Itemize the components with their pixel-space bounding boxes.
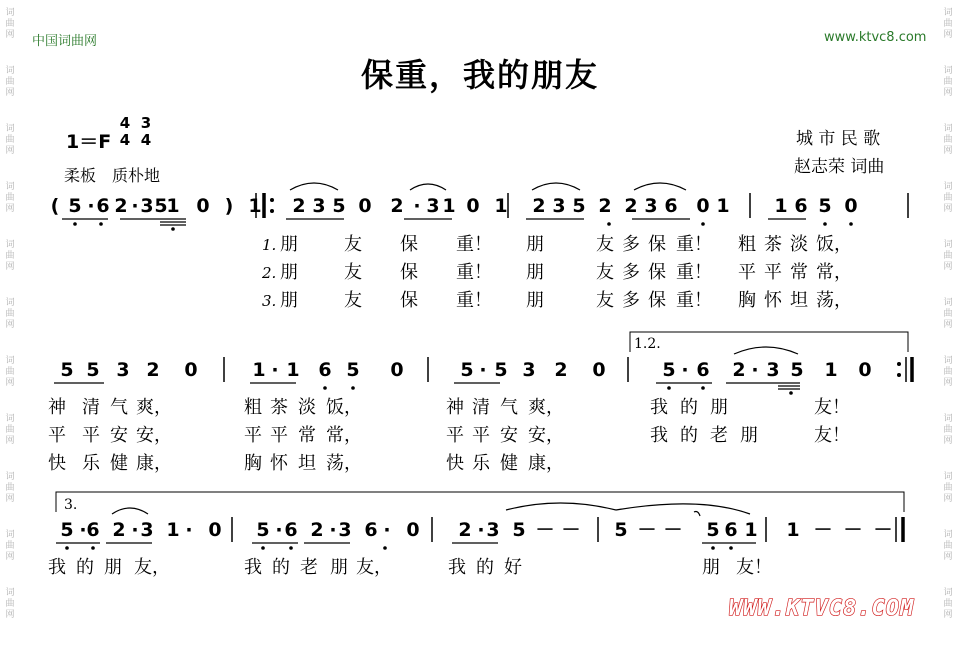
jianpu-note: 1 bbox=[786, 519, 800, 541]
meter-2-top: 3 bbox=[140, 114, 152, 132]
lyric-verse-2: 平 bbox=[270, 425, 288, 446]
lyric-verse-2: 重！ bbox=[676, 262, 712, 283]
jianpu-note: 6 bbox=[696, 359, 710, 381]
lyric: 我 bbox=[244, 557, 262, 578]
lyric-verse-1: 保 bbox=[648, 234, 666, 255]
watermark-text: 词曲网 bbox=[943, 66, 953, 98]
jianpu-note: 5 bbox=[614, 519, 628, 541]
jianpu-note: 0 bbox=[844, 195, 858, 217]
jianpu-note: ( bbox=[50, 195, 60, 217]
lyric-verse-2: 多 bbox=[622, 262, 640, 283]
jianpu-note: 1 bbox=[166, 519, 180, 541]
lower-octave-dot bbox=[701, 222, 705, 226]
watermark-text: 词曲网 bbox=[943, 588, 953, 620]
jianpu-note: 5 bbox=[818, 195, 832, 217]
jianpu-note: 0 bbox=[184, 359, 198, 381]
jianpu-note: · bbox=[131, 519, 139, 541]
jianpu-note: 2 bbox=[112, 519, 126, 541]
repeat-dot bbox=[270, 209, 274, 213]
lyric: 的 bbox=[476, 557, 494, 578]
meter-2-bottom: 4 bbox=[140, 131, 152, 149]
key-signature: 1＝F bbox=[66, 131, 112, 153]
lyric-verse-3: 怀 bbox=[764, 290, 782, 311]
jianpu-note: 3 bbox=[140, 519, 154, 541]
lower-octave-dot bbox=[729, 546, 733, 550]
jianpu-note: 6 bbox=[794, 195, 808, 217]
verse-number-3: 3. bbox=[262, 292, 277, 310]
watermark-text: 词曲网 bbox=[5, 588, 15, 620]
lyric-verse-2: 我 bbox=[650, 425, 668, 446]
lyric-verse-3: 怀 bbox=[270, 453, 288, 474]
lyric-verse-3: 友 bbox=[344, 290, 362, 311]
lyric-verse-3: 健 bbox=[110, 453, 128, 474]
watermark-text: 词曲网 bbox=[943, 124, 953, 156]
jianpu-note: 1 bbox=[774, 195, 788, 217]
lyric-verse-2: 朋 bbox=[526, 262, 544, 283]
lyric-verse-1: 淡 bbox=[298, 397, 316, 418]
lyric-verse-3: 重！ bbox=[676, 290, 712, 311]
jianpu-note: 3 bbox=[644, 195, 658, 217]
lyric-verse-1: 清 bbox=[82, 397, 100, 418]
lower-octave-dot bbox=[789, 391, 793, 395]
lyric-verse-2: 平 bbox=[244, 425, 262, 446]
jianpu-note: 3 bbox=[116, 359, 130, 381]
jianpu-note: · bbox=[275, 519, 283, 541]
lyric-verse-3: 康， bbox=[136, 453, 172, 474]
jianpu-note: · bbox=[477, 519, 485, 541]
jianpu-note: 5 bbox=[86, 359, 100, 381]
lyric-verse-3: 胸 bbox=[244, 453, 262, 474]
lyric-verse-1: 气 bbox=[110, 397, 128, 418]
lyric-verse-1: 朋 bbox=[710, 397, 728, 418]
jianpu-note: － bbox=[873, 519, 893, 541]
jianpu-note: 3 bbox=[522, 359, 536, 381]
lower-octave-dot bbox=[65, 546, 69, 550]
jianpu-note: 2 bbox=[390, 195, 404, 217]
verse-number-2: 2. bbox=[262, 264, 277, 282]
lyric-verse-3: 保 bbox=[400, 290, 418, 311]
repeat-dot bbox=[897, 373, 901, 377]
watermark-text: 词曲网 bbox=[5, 66, 15, 98]
jianpu-note: · bbox=[479, 359, 487, 381]
lower-octave-dot bbox=[823, 222, 827, 226]
watermark-text: 词曲网 bbox=[943, 240, 953, 272]
jianpu-note: 3 bbox=[766, 359, 780, 381]
meter-1-top: 4 bbox=[119, 114, 131, 132]
volta-3-bracket bbox=[56, 492, 904, 512]
lyric-verse-1: 茶 bbox=[764, 234, 782, 255]
verse-number-1: 1. bbox=[262, 236, 277, 254]
lyric-verse-1: 神 bbox=[48, 397, 66, 418]
repeat-dot bbox=[270, 198, 274, 202]
lower-octave-dot bbox=[261, 546, 265, 550]
jianpu-note: 5 bbox=[460, 359, 474, 381]
lyric-verse-2: 朋 bbox=[740, 425, 758, 446]
watermark-text: 词曲网 bbox=[5, 240, 15, 272]
watermark-text: 词曲网 bbox=[5, 356, 15, 388]
volta-1-2-bracket bbox=[630, 332, 908, 352]
jianpu-note: · bbox=[185, 519, 193, 541]
lyric-verse-3: 坦 bbox=[790, 290, 808, 311]
jianpu-note: 2 bbox=[624, 195, 638, 217]
jianpu-note: · bbox=[413, 195, 421, 217]
jianpu-note: 6 bbox=[318, 359, 332, 381]
jianpu-note: · bbox=[751, 359, 759, 381]
credits: 赵志荣 词曲 bbox=[794, 157, 885, 177]
lyric-verse-2: 的 bbox=[680, 425, 698, 446]
lyric-verse-3: 朋 bbox=[280, 290, 298, 311]
lyric-verse-1: 多 bbox=[622, 234, 640, 255]
jianpu-note: 1 bbox=[744, 519, 758, 541]
lyric: 朋 bbox=[104, 557, 122, 578]
lyric-verse-2: 常， bbox=[816, 262, 852, 283]
jianpu-note: · bbox=[383, 519, 391, 541]
lyric-verse-1: 朋 bbox=[526, 234, 544, 255]
jianpu-note: · bbox=[681, 359, 689, 381]
lower-octave-dot bbox=[351, 386, 355, 390]
jianpu-note: 1 bbox=[442, 195, 456, 217]
lyric-verse-3: 乐 bbox=[472, 453, 490, 474]
volta-1-2-label: 1.2. bbox=[634, 336, 661, 352]
jianpu-note: － bbox=[637, 519, 657, 541]
lyric-verse-2: 朋 bbox=[280, 262, 298, 283]
lyric-verse-2: 平 bbox=[48, 425, 66, 446]
slur bbox=[290, 183, 338, 190]
jianpu-note: 3 bbox=[552, 195, 566, 217]
lyric-verse-2: 安 bbox=[500, 425, 518, 446]
lyric: 友， bbox=[134, 557, 170, 578]
jianpu-note: 2 bbox=[532, 195, 546, 217]
lyric-verse-2: 平 bbox=[764, 262, 782, 283]
lyric-verse-1: 饭， bbox=[326, 397, 362, 418]
jianpu-note: － bbox=[561, 519, 581, 541]
lower-octave-dot bbox=[667, 386, 671, 390]
jianpu-note: － bbox=[663, 519, 683, 541]
jianpu-note: 5 bbox=[154, 195, 168, 217]
jianpu-note: · bbox=[329, 519, 337, 541]
watermark-text: 词曲网 bbox=[5, 414, 15, 446]
jianpu-note: 5 bbox=[572, 195, 586, 217]
jianpu-note: 5 bbox=[706, 519, 720, 541]
lyric-verse-1: 保 bbox=[400, 234, 418, 255]
jianpu-note: 0 bbox=[390, 359, 404, 381]
jianpu-note: · bbox=[271, 359, 279, 381]
lyric-verse-2: 平 bbox=[446, 425, 464, 446]
lyric-verse-2: 常 bbox=[790, 262, 808, 283]
lyric-verse-2: 保 bbox=[400, 262, 418, 283]
jianpu-note: 0 bbox=[196, 195, 210, 217]
jianpu-note: 0 bbox=[466, 195, 480, 217]
lyric: 好 bbox=[504, 557, 522, 578]
lyric-verse-2: 保 bbox=[648, 262, 666, 283]
lower-octave-dot bbox=[91, 546, 95, 550]
lyric-verse-3: 乐 bbox=[82, 453, 100, 474]
jianpu-note: ) bbox=[224, 195, 234, 217]
jianpu-note: 6 bbox=[96, 195, 110, 217]
jianpu-note: 2 bbox=[114, 195, 128, 217]
lyric: 的 bbox=[272, 557, 290, 578]
lyric-verse-1: 神 bbox=[446, 397, 464, 418]
lyric-verse-1: 爽， bbox=[136, 397, 172, 418]
lyric-verse-1: 淡 bbox=[790, 234, 808, 255]
lyric-verse-1: 重！ bbox=[456, 234, 492, 255]
watermark-text: 词曲网 bbox=[5, 182, 15, 214]
jianpu-note: 0 bbox=[592, 359, 606, 381]
watermark-text: 词曲网 bbox=[5, 530, 15, 562]
lyric-verse-1: 我 bbox=[650, 397, 668, 418]
jianpu-note: 5 bbox=[494, 359, 508, 381]
lyric-verse-3: 康， bbox=[528, 453, 564, 474]
slur bbox=[734, 347, 798, 354]
lower-octave-dot bbox=[289, 546, 293, 550]
jianpu-note: 2 bbox=[732, 359, 746, 381]
lyric: 朋 bbox=[330, 557, 348, 578]
jianpu-note: 5 bbox=[60, 519, 74, 541]
watermark-text: 词曲网 bbox=[943, 530, 953, 562]
jianpu-note: 1 bbox=[252, 359, 266, 381]
lyric-verse-3: 快 bbox=[446, 453, 464, 474]
lyric-verse-2: 安， bbox=[528, 425, 564, 446]
song-title: 保重，我的朋友 bbox=[360, 56, 599, 94]
lyric-verse-3: 坦 bbox=[298, 453, 316, 474]
lyric-verse-2: 安， bbox=[136, 425, 172, 446]
jianpu-note: 2 bbox=[310, 519, 324, 541]
lyric-verse-1: 的 bbox=[680, 397, 698, 418]
lower-octave-dot bbox=[323, 386, 327, 390]
lyric: 友！ bbox=[736, 557, 772, 578]
jianpu-note: 0 bbox=[358, 195, 372, 217]
jianpu-note: 5 bbox=[790, 359, 804, 381]
lyric-verse-3: 友 bbox=[596, 290, 614, 311]
lyric-verse-2: 老 bbox=[710, 425, 728, 446]
lyric: 我 bbox=[448, 557, 466, 578]
jianpu-note: 5 bbox=[68, 195, 82, 217]
jianpu-note: · bbox=[87, 195, 95, 217]
lyric: 老 bbox=[300, 557, 318, 578]
lyric-verse-2: 安 bbox=[110, 425, 128, 446]
lyric-verse-3: 多 bbox=[622, 290, 640, 311]
lower-octave-dot bbox=[171, 227, 175, 231]
jianpu-note: 2 bbox=[292, 195, 306, 217]
jianpu-note: 6 bbox=[86, 519, 100, 541]
jianpu-note: 3 bbox=[140, 195, 154, 217]
jianpu-note: 5 bbox=[332, 195, 346, 217]
watermark-text: 词曲网 bbox=[5, 124, 15, 156]
lower-octave-dot bbox=[849, 222, 853, 226]
jianpu-note: 0 bbox=[696, 195, 710, 217]
tempo-marking: 柔板 质朴地 bbox=[64, 166, 161, 185]
lower-octave-dot bbox=[711, 546, 715, 550]
volta-3-label: 3. bbox=[64, 497, 78, 513]
lyric-verse-2: 平 bbox=[738, 262, 756, 283]
watermark-text: 词曲网 bbox=[943, 8, 953, 40]
slur bbox=[112, 508, 148, 514]
jianpu-note: － bbox=[535, 519, 555, 541]
lyric: 的 bbox=[76, 557, 94, 578]
jianpu-note: 5 bbox=[346, 359, 360, 381]
lower-octave-dot bbox=[73, 222, 77, 226]
jianpu-note: 3 bbox=[312, 195, 326, 217]
jianpu-note: 1 bbox=[824, 359, 838, 381]
jianpu-note: 1 bbox=[286, 359, 300, 381]
meter-1-bottom: 4 bbox=[119, 131, 131, 149]
jianpu-note: 2 bbox=[146, 359, 160, 381]
watermark-text: 词曲网 bbox=[5, 8, 15, 40]
watermark-text: 词曲网 bbox=[5, 472, 15, 504]
tie bbox=[616, 504, 750, 514]
lyric-verse-2: 常 bbox=[298, 425, 316, 446]
jianpu-note: 2 bbox=[554, 359, 568, 381]
jianpu-note: － bbox=[843, 519, 863, 541]
lower-octave-dot bbox=[99, 222, 103, 226]
lyric-verse-1: 友 bbox=[344, 234, 362, 255]
jianpu-note: 5 bbox=[662, 359, 676, 381]
jianpu-note: 3 bbox=[426, 195, 440, 217]
site-name-left[interactable]: 中国词曲网 bbox=[32, 34, 98, 49]
lyric-verse-2: 友 bbox=[596, 262, 614, 283]
lyric-verse-3: 荡， bbox=[326, 453, 362, 474]
repeat-dot bbox=[897, 362, 901, 366]
lyric-verse-2: 友！ bbox=[814, 425, 850, 446]
lyric-verse-2: 常， bbox=[326, 425, 362, 446]
jianpu-note: 0 bbox=[208, 519, 222, 541]
jianpu-note: 1 bbox=[494, 195, 508, 217]
jianpu-note: 5 bbox=[512, 519, 526, 541]
lyric-verse-1: 茶 bbox=[270, 397, 288, 418]
jianpu-note: 3 bbox=[486, 519, 500, 541]
tie bbox=[506, 503, 616, 510]
lyric-verse-2: 友 bbox=[344, 262, 362, 283]
jianpu-note: 1 bbox=[248, 195, 262, 217]
lyric-verse-1: 重！ bbox=[676, 234, 712, 255]
lyric-verse-1: 友！ bbox=[814, 397, 850, 418]
lyric-verse-3: 荡， bbox=[816, 290, 852, 311]
jianpu-note: 1 bbox=[166, 195, 180, 217]
jianpu-note: 6 bbox=[364, 519, 378, 541]
watermark-text: 词曲网 bbox=[943, 298, 953, 330]
jianpu-note: 3 bbox=[338, 519, 352, 541]
jianpu-note: 0 bbox=[406, 519, 420, 541]
jianpu-note: － bbox=[813, 519, 833, 541]
jianpu-note: 1 bbox=[716, 195, 730, 217]
breath-mark bbox=[694, 512, 700, 517]
jianpu-note: 2 bbox=[598, 195, 612, 217]
lyric-verse-1: 爽， bbox=[528, 397, 564, 418]
lyric-verse-1: 气 bbox=[500, 397, 518, 418]
site-url-right[interactable]: www.ktvc8.com bbox=[824, 30, 927, 45]
lyric-verse-3: 胸 bbox=[738, 290, 756, 311]
lower-octave-dot bbox=[607, 222, 611, 226]
lyric-verse-1: 友 bbox=[596, 234, 614, 255]
lyric-verse-2: 平 bbox=[472, 425, 490, 446]
lyric-verse-1: 粗 bbox=[738, 234, 756, 255]
watermark-text: 词曲网 bbox=[943, 472, 953, 504]
lyric-verse-1: 饭， bbox=[816, 234, 852, 255]
watermark-text: 词曲网 bbox=[5, 298, 15, 330]
lyric-verse-2: 平 bbox=[82, 425, 100, 446]
lyric: 我 bbox=[48, 557, 66, 578]
jianpu-note: 5 bbox=[256, 519, 270, 541]
watermark-text: 词曲网 bbox=[943, 356, 953, 388]
watermark-text: 词曲网 bbox=[943, 414, 953, 446]
lyric: 友， bbox=[356, 557, 392, 578]
lyric-verse-1: 清 bbox=[472, 397, 490, 418]
footer-brand-logo[interactable]: WWW.KTVC8.COM bbox=[729, 596, 915, 621]
lyric-verse-3: 健 bbox=[500, 453, 518, 474]
slur bbox=[532, 183, 580, 190]
jianpu-note: · bbox=[131, 195, 139, 217]
lower-octave-dot bbox=[383, 546, 387, 550]
lyric-verse-3: 朋 bbox=[526, 290, 544, 311]
lyric-verse-3: 快 bbox=[48, 453, 66, 474]
lyric: 朋 bbox=[702, 557, 720, 578]
genre: 城 市 民 歌 bbox=[796, 129, 881, 149]
jianpu-note: 6 bbox=[664, 195, 678, 217]
watermark-text: 词曲网 bbox=[943, 182, 953, 214]
jianpu-note: 6 bbox=[284, 519, 298, 541]
jianpu-note: 6 bbox=[724, 519, 738, 541]
lyric-verse-3: 保 bbox=[648, 290, 666, 311]
slur bbox=[410, 184, 446, 190]
jianpu-note: 5 bbox=[60, 359, 74, 381]
lyric-verse-3: 重！ bbox=[456, 290, 492, 311]
jianpu-note: 0 bbox=[858, 359, 872, 381]
jianpu-note: 2 bbox=[458, 519, 472, 541]
slur bbox=[634, 183, 686, 190]
lyric-verse-1: 朋 bbox=[280, 234, 298, 255]
lyric-verse-1: 粗 bbox=[244, 397, 262, 418]
lyric-verse-2: 重！ bbox=[456, 262, 492, 283]
lower-octave-dot bbox=[701, 386, 705, 390]
jianpu-note: · bbox=[79, 519, 87, 541]
